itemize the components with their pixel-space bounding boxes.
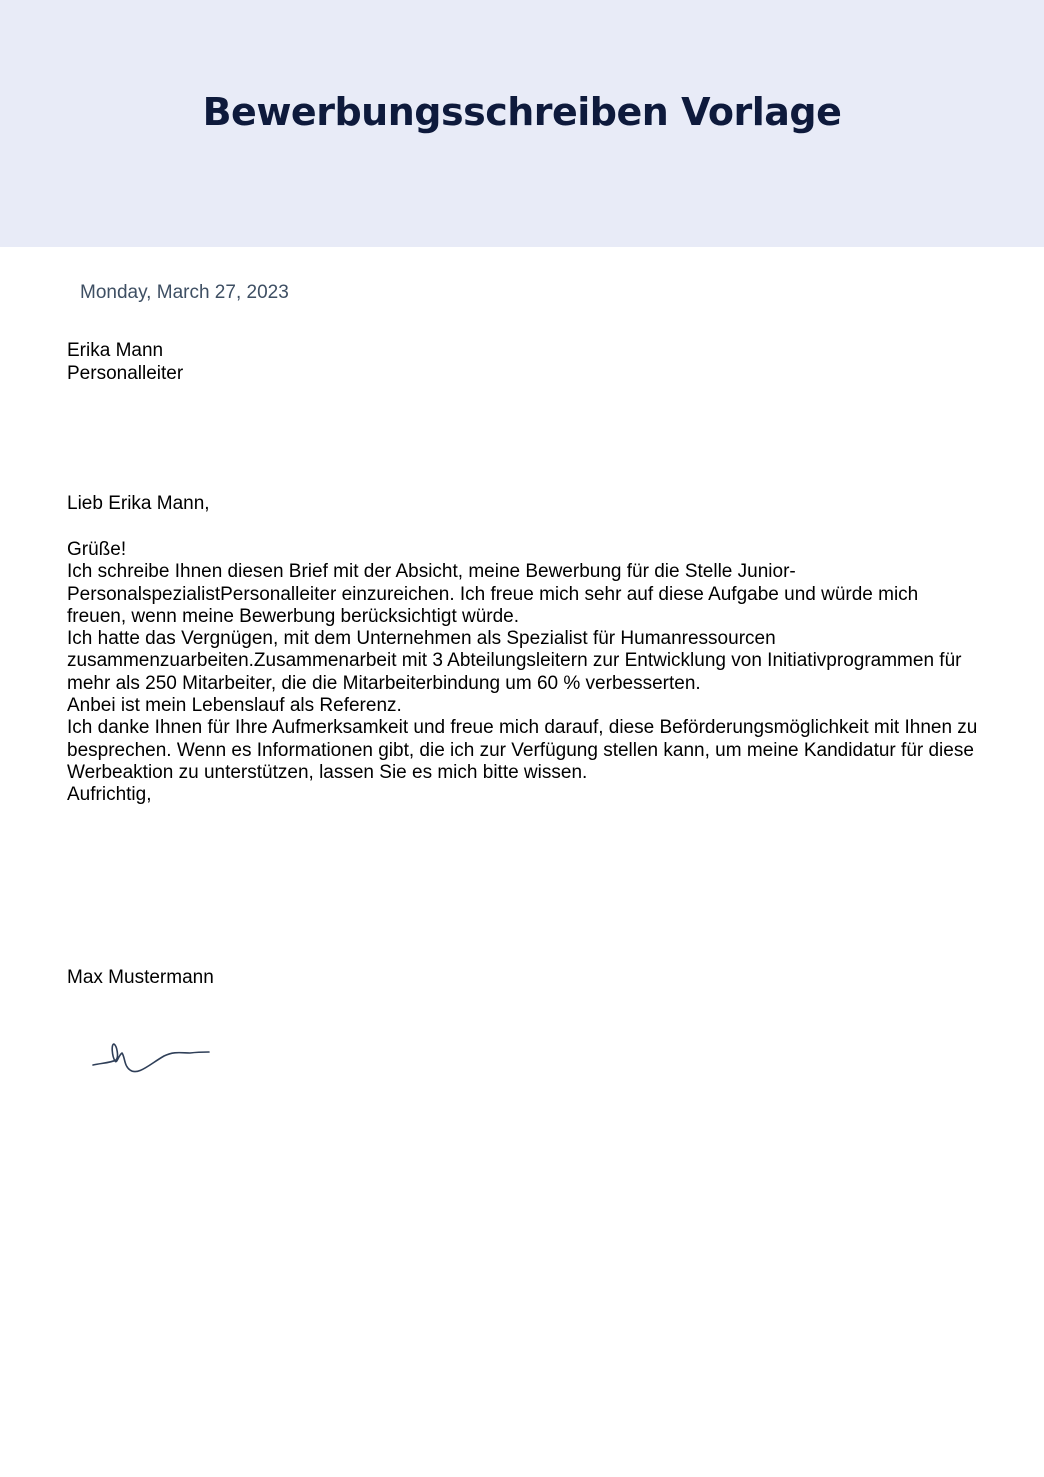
recipient-block (67, 340, 183, 385)
header-banner (0, 0, 1044, 247)
recipient-name: Erika Mann (67, 340, 164, 361)
letter-date: Monday, March 27, 2023 (80, 282, 289, 303)
body-paragraph: Anbei ist mein Lebenslauf als Referenz. (67, 695, 402, 717)
recipient-position: Personalleiter (67, 362, 184, 384)
body-paragraph: Ich danke Ihnen für Ihre Aufmerksamkeit und freue mich darauf, diese Beförderungsmöglichkeit mit Ihnen zu besprechen. Wenn es Informationen gibt, die ich zur Verfügung stellen kann, um meine Kandidatur für diese Werbeaktion zu unterstützen, lassen Sie es mich bitte wissen. (67, 717, 978, 783)
closing: Aufrichtig, (67, 784, 152, 806)
document-title: Bewerbungsschreiben Vorlage (202, 90, 842, 134)
salutation: Lieb Erika Mann, (67, 493, 210, 514)
sender-name: Max Mustermann (67, 967, 214, 988)
body-paragraph: Grüße! (67, 539, 127, 560)
body-paragraph: Ich hatte das Vergnügen, mit dem Unternehmen als Spezialist für Humanressourcen zusammenzuarbeiten.Zusammenarbeit mit 3 Abteilungsleitern zur Entwicklung von Initiativprogrammen für mehr als 250 Mitarbeiter, die die Mitarbeiterbindung um 60 % verbesserten. (67, 628, 962, 694)
signature-icon (88, 1032, 218, 1082)
letter-body (67, 539, 982, 807)
body-paragraph: Ich schreibe Ihnen diesen Brief mit der Absicht, meine Bewerbung für die Stelle Junior-PersonalspezialistPersonalleiter einzureichen. Ich freue mich sehr auf diese Aufgabe und würde mich freuen, wenn meine Bewerbung berücksichtigt würde. (67, 561, 919, 627)
